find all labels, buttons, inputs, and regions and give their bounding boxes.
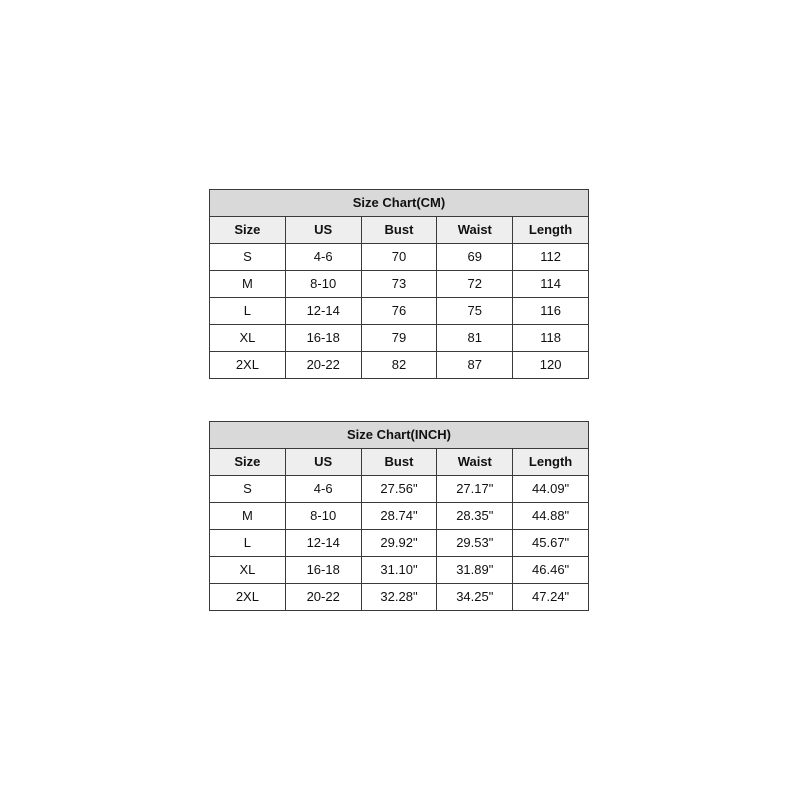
table-cell: 27.56" (361, 476, 437, 503)
table-title-row (210, 422, 589, 449)
table-cell: 72 (437, 271, 513, 298)
table-cell: 2XL (210, 584, 286, 611)
table-cell: 114 (513, 271, 589, 298)
table-cell: 12-14 (285, 298, 361, 325)
column-header: US (285, 449, 361, 476)
table-cell: L (210, 298, 286, 325)
table-cell: 34.25" (437, 584, 513, 611)
table-cell: 16-18 (285, 325, 361, 352)
column-header: Length (513, 217, 589, 244)
table-row (210, 503, 589, 530)
table-cell: XL (210, 557, 286, 584)
table-cell: 29.92" (361, 530, 437, 557)
table-row (210, 557, 589, 584)
table-cell: S (210, 476, 286, 503)
table-cell: S (210, 244, 286, 271)
table-cell: 87 (437, 352, 513, 379)
table-cell: 46.46" (513, 557, 589, 584)
table-cell: 118 (513, 325, 589, 352)
table-cell: M (210, 503, 286, 530)
table-cell: 27.17" (437, 476, 513, 503)
column-header: Size (210, 449, 286, 476)
table-cell: 82 (361, 352, 437, 379)
table-cell: 28.74" (361, 503, 437, 530)
table-cell: L (210, 530, 286, 557)
table-cell: 20-22 (285, 352, 361, 379)
table-cell: 44.09" (513, 476, 589, 503)
table-cell: 70 (361, 244, 437, 271)
table-cell: 47.24" (513, 584, 589, 611)
table-header-row (210, 217, 589, 244)
column-header: Waist (437, 449, 513, 476)
table-cell: M (210, 271, 286, 298)
table-cell: 73 (361, 271, 437, 298)
table-title-row (210, 190, 589, 217)
table-cell: 79 (361, 325, 437, 352)
table-cell: 116 (513, 298, 589, 325)
column-header: Bust (361, 449, 437, 476)
table-cell: 2XL (210, 352, 286, 379)
table-cell: 31.89" (437, 557, 513, 584)
size-chart-inch-table (209, 421, 589, 611)
table-row (210, 584, 589, 611)
column-header: Size (210, 217, 286, 244)
table-title: Size Chart(INCH) (210, 422, 589, 449)
table-cell: 32.28" (361, 584, 437, 611)
table-cell: 120 (513, 352, 589, 379)
column-header: US (285, 217, 361, 244)
column-header: Length (513, 449, 589, 476)
column-header: Bust (361, 217, 437, 244)
table-header-row (210, 449, 589, 476)
table-cell: 4-6 (285, 476, 361, 503)
table-cell: 81 (437, 325, 513, 352)
table-cell: 20-22 (285, 584, 361, 611)
table-row (210, 325, 589, 352)
table-cell: 76 (361, 298, 437, 325)
table-cell: 69 (437, 244, 513, 271)
table-cell: 31.10" (361, 557, 437, 584)
table-cell: 45.67" (513, 530, 589, 557)
table-cell: 28.35" (437, 503, 513, 530)
size-chart-cm-table (209, 189, 589, 379)
table-cell: 4-6 (285, 244, 361, 271)
table-cell: XL (210, 325, 286, 352)
table-cell: 16-18 (285, 557, 361, 584)
table-row (210, 476, 589, 503)
table-cell: 112 (513, 244, 589, 271)
table-row (210, 530, 589, 557)
table-cell: 75 (437, 298, 513, 325)
table-row (210, 352, 589, 379)
table-cell: 12-14 (285, 530, 361, 557)
table-cell: 44.88" (513, 503, 589, 530)
table-cell: 8-10 (285, 503, 361, 530)
table-title: Size Chart(CM) (210, 190, 589, 217)
table-cell: 29.53" (437, 530, 513, 557)
table-row (210, 244, 589, 271)
column-header: Waist (437, 217, 513, 244)
table-row (210, 271, 589, 298)
table-cell: 8-10 (285, 271, 361, 298)
table-row (210, 298, 589, 325)
